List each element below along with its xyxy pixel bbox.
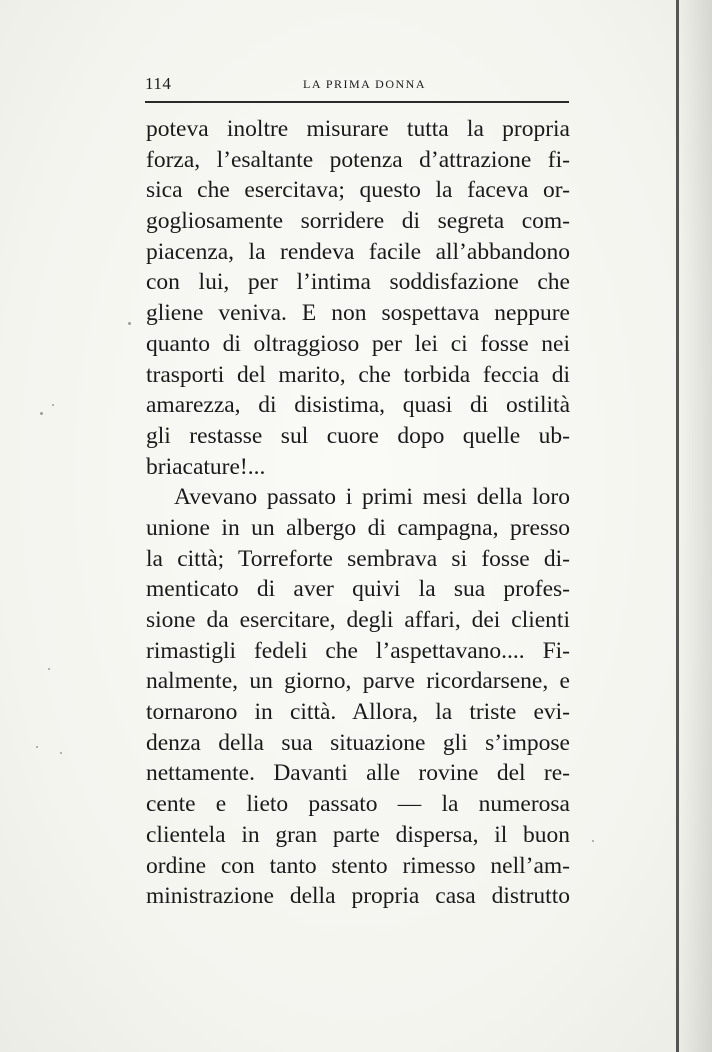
text-line: la città; Torreforte sembrava si fosse di-: [146, 545, 570, 572]
text-line: tornarono in città. Allora, la triste evi-: [146, 699, 570, 726]
header-rule: [145, 101, 569, 103]
running-head: LA PRIMA DONNA: [303, 77, 427, 91]
scan-speck: [40, 412, 43, 415]
text-line: nalmente, un giorno, parve ricordarsene, e: [146, 668, 570, 695]
text-line: forza, l’esaltante potenza d’attrazione fi-: [146, 146, 570, 173]
text-line: gliene veniva. E non sospettava neppure: [146, 300, 570, 327]
body-text: [146, 114, 570, 912]
text-line: nettamente. Davanti alle rovine del re-: [146, 760, 570, 787]
scan-speck: [36, 746, 38, 748]
page-number: 114: [145, 74, 172, 93]
text-line: briacature!...: [146, 453, 266, 480]
text-line: rimastigli fedeli che l’aspettavano.... Fi-: [146, 637, 570, 664]
page-edge-shadow: [676, 0, 712, 1052]
text-line: unione in un albergo di campagna, presso: [146, 514, 570, 541]
text-line: Avevano passato i primi mesi della loro: [174, 484, 570, 511]
text-line: sione da esercitare, degli affari, dei clienti: [146, 607, 570, 633]
text-line: piacenza, la rendeva facile all’abbandono: [146, 238, 570, 265]
text-line: gli restasse sul cuore dopo quelle ub-: [146, 422, 570, 449]
text-line: con lui, per l’intima soddisfazione che: [146, 269, 570, 296]
text-line: poteva inoltre misurare tutta la propria: [146, 116, 570, 142]
page-edge-line: [676, 0, 679, 1052]
text-line: ordine con tanto stento rimesso nell’am-: [146, 852, 570, 879]
text-line: cente e lieto passato — la numerosa: [146, 791, 570, 818]
scan-speck: [52, 404, 54, 406]
scan-speck: [128, 322, 131, 325]
text-line: quanto di oltraggioso per lei ci fosse nei: [146, 330, 570, 357]
scan-speck: [60, 752, 62, 754]
text-line: gogliosamente sorridere di segreta com-: [146, 208, 570, 235]
text-line: clientela in gran parte dispersa, il buon: [146, 821, 570, 848]
text-line: sica che esercitava; questo la faceva or-: [146, 177, 570, 204]
text-line: amarezza, di disistima, quasi di ostilità: [146, 392, 570, 419]
scan-speck: [592, 840, 594, 842]
text-line: menticato di aver quivi la sua profes-: [146, 576, 570, 603]
page-header: [145, 74, 569, 96]
text-line: denza della sua situazione gli s’impose: [146, 729, 570, 756]
scan-speck: [48, 668, 50, 670]
text-line: trasporti del marito, che torbida feccia di: [146, 361, 570, 388]
text-line: ministrazione della propria casa distrutto: [146, 883, 570, 910]
